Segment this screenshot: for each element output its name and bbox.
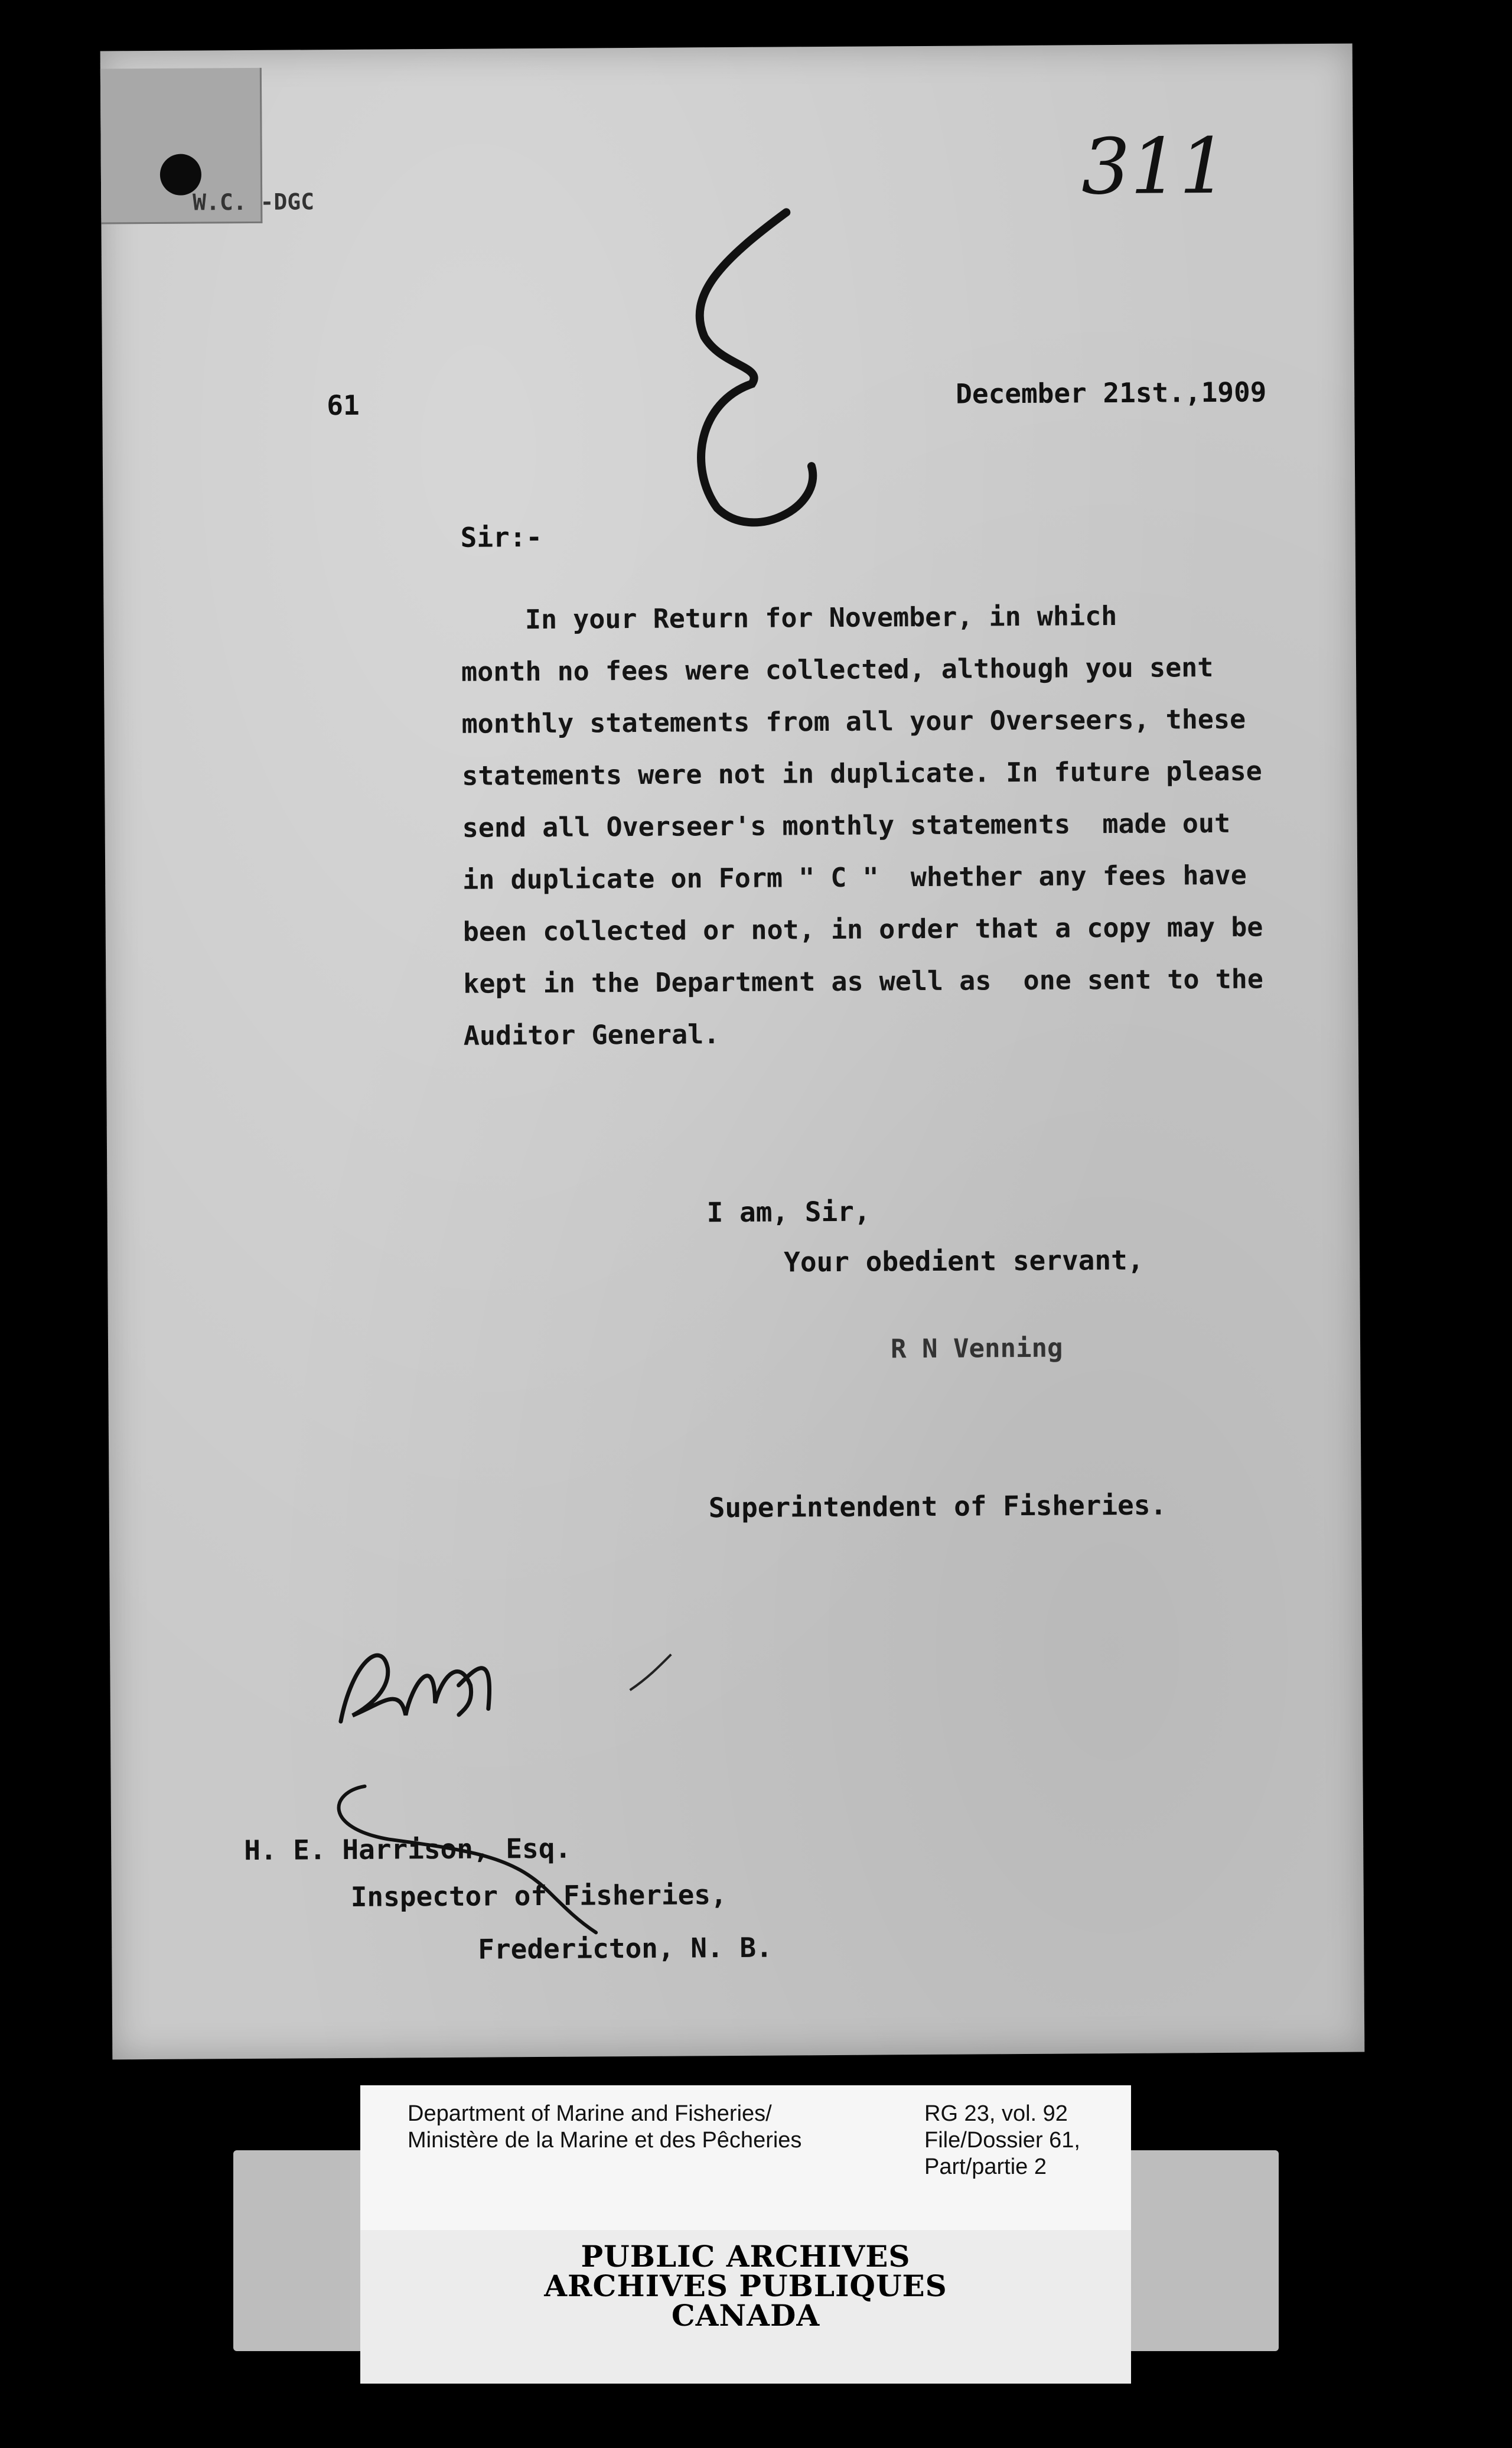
- body-line: send all Overseer's monthly statements made out: [462, 807, 1231, 844]
- department-name-fr: Ministère de la Marine et des Pêcheries: [408, 2128, 802, 2153]
- body-line: monthly statements from all your Overseers, these: [461, 703, 1246, 740]
- body-line: statements were not in duplicate. In future please: [461, 755, 1262, 792]
- body-line: in duplicate on Form " C " whether any fees have: [462, 859, 1247, 896]
- addressee-position: Inspector of Fisheries,: [350, 1879, 727, 1913]
- closing-line: I am, Sir,: [706, 1195, 871, 1229]
- signer-title: Superintendent of Fisheries.: [708, 1489, 1167, 1524]
- body-line: been collected or not, in order that a copy may be: [462, 911, 1263, 948]
- letter-page: [100, 44, 1365, 2060]
- archives-stamp-line: CANADA: [671, 2298, 820, 2333]
- handwritten-e-mark: [650, 188, 842, 544]
- signer-name: R N Venning: [890, 1333, 1063, 1365]
- body-line: In your Return for November, in which: [461, 600, 1117, 636]
- body-line: month no fees were collected, although you sent: [461, 652, 1214, 688]
- closing-line: Your obedient servant,: [784, 1243, 1144, 1278]
- part-reference: Part/partie 2: [924, 2154, 1047, 2179]
- file-number: 61: [327, 389, 360, 422]
- letter-body: [461, 599, 1302, 1072]
- body-line: kept in the Department as well as one sent to the: [463, 963, 1264, 1000]
- letter-date: December 21st.,1909: [956, 376, 1267, 410]
- archives-stamp-line: PUBLIC ARCHIVES: [581, 2239, 911, 2274]
- handwritten-page-number: 311: [1081, 121, 1228, 212]
- body-line: Auditor General.: [463, 1018, 720, 1052]
- department-name-en: Department of Marine and Fisheries/: [408, 2101, 772, 2126]
- file-reference: File/Dossier 61,: [924, 2128, 1080, 2153]
- addressee-location: Fredericton, N. B.: [478, 1931, 773, 1965]
- addressee-name: H. E. Harrison, Esq.: [244, 1832, 572, 1867]
- reference-code: W.C. -DGC: [193, 188, 315, 216]
- archives-stamp-line: ARCHIVES PUBLIQUES: [544, 2268, 947, 2303]
- record-group: RG 23, vol. 92: [924, 2101, 1068, 2126]
- salutation: Sir:-: [460, 520, 543, 554]
